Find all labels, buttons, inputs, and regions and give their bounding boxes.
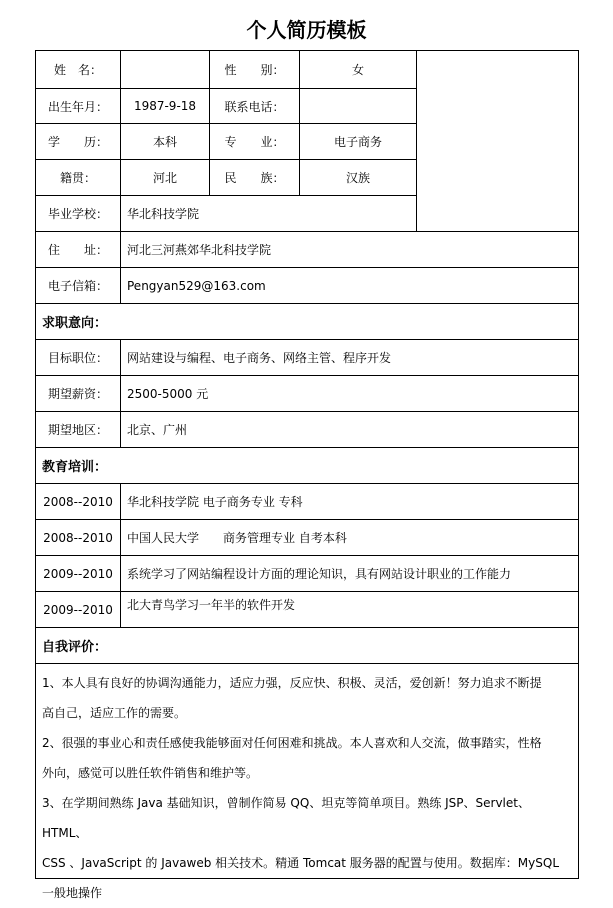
phone-label: 联系电话：: [210, 89, 300, 124]
education-value: 本科: [121, 124, 210, 160]
self-eval-body: [36, 664, 578, 900]
page-title: 个人简历模板: [246, 18, 367, 42]
major-value: 电子商务: [300, 124, 417, 160]
self-eval-line: 3、在学期间熟练 Java 基础知识，曾制作简易 QQ、坦克等简单项目。熟练 JSP、Servlet、HTML、: [42, 796, 530, 840]
self-eval-line: 外向，感觉可以胜任软件销售和维护等。: [42, 766, 259, 780]
major-label: 专 业：: [210, 124, 300, 160]
origin-value: 河北: [121, 160, 210, 196]
gender-value: 女: [300, 51, 417, 89]
email-value: Pengyan529@163.com: [121, 268, 578, 304]
salary-label: 期望薪资：: [36, 376, 121, 412]
birth-value: 1987-9-18: [121, 89, 210, 124]
email-label: 电子信箱：: [36, 268, 121, 304]
education-section-header: 教育培训：: [36, 448, 578, 484]
gender-label: 性 别：: [210, 51, 300, 89]
self-eval-line: 1、本人具有良好的协调沟通能力，适应力强，反应快、积极、灵活，爱创新！努力追求不断提: [42, 676, 542, 690]
target-value: 网站建设与编程、电子商务、网络主管、程序开发: [121, 340, 578, 376]
self-eval-line: 高自己，适应工作的需要。: [42, 706, 187, 720]
address-value: 河北三河燕郊华北科技学院: [121, 232, 578, 268]
salary-value: 2500-5000 元: [121, 376, 578, 412]
location-value: 北京、广州: [121, 412, 578, 448]
photo-area: [417, 51, 578, 232]
self-eval-line: CSS 、JavaScript 的 Javaweb 相关技术。精通 Tomcat 服务器的配置与使用。数据库：MySQL: [42, 856, 559, 870]
location-label: 期望地区：: [36, 412, 121, 448]
school-label: 毕业学校：: [36, 196, 121, 232]
target-label: 目标职位：: [36, 340, 121, 376]
self-eval-section-header: 自我评价：: [36, 628, 578, 664]
edu-desc: 北大青鸟学习一年半的软件开发: [121, 592, 578, 628]
ethnic-label: 民 族：: [210, 160, 300, 196]
edu-period: 2008--2010: [36, 484, 121, 520]
edu-period: 2008--2010: [36, 520, 121, 556]
self-eval-line: 一般地操作: [42, 886, 103, 900]
self-eval-line: 2、很强的事业心和责任感使我能够面对任何困难和挑战。本人喜欢和人交流，做事踏实，性格: [42, 736, 542, 750]
edu-desc: 华北科技学院 电子商务专业 专科: [121, 484, 578, 520]
name-value: [121, 51, 210, 89]
edu-desc: 中国人民大学 商务管理专业 自考本科: [121, 520, 578, 556]
phone-value: [300, 89, 417, 124]
birth-label: 出生年月：: [36, 89, 121, 124]
school-value: 华北科技学院: [121, 196, 417, 232]
job-section-header: 求职意向：: [36, 304, 578, 340]
edu-desc: 系统学习了网站编程设计方面的理论知识，具有网站设计职业的工作能力: [121, 556, 578, 592]
edu-period: 2009--2010: [36, 556, 121, 592]
address-label: 住 址：: [36, 232, 121, 268]
education-label: 学 历：: [36, 124, 121, 160]
ethnic-value: 汉族: [300, 160, 417, 196]
edu-period: 2009--2010: [36, 592, 121, 628]
name-label: 姓 名：: [36, 51, 121, 89]
origin-label: 籍贯：: [36, 160, 121, 196]
